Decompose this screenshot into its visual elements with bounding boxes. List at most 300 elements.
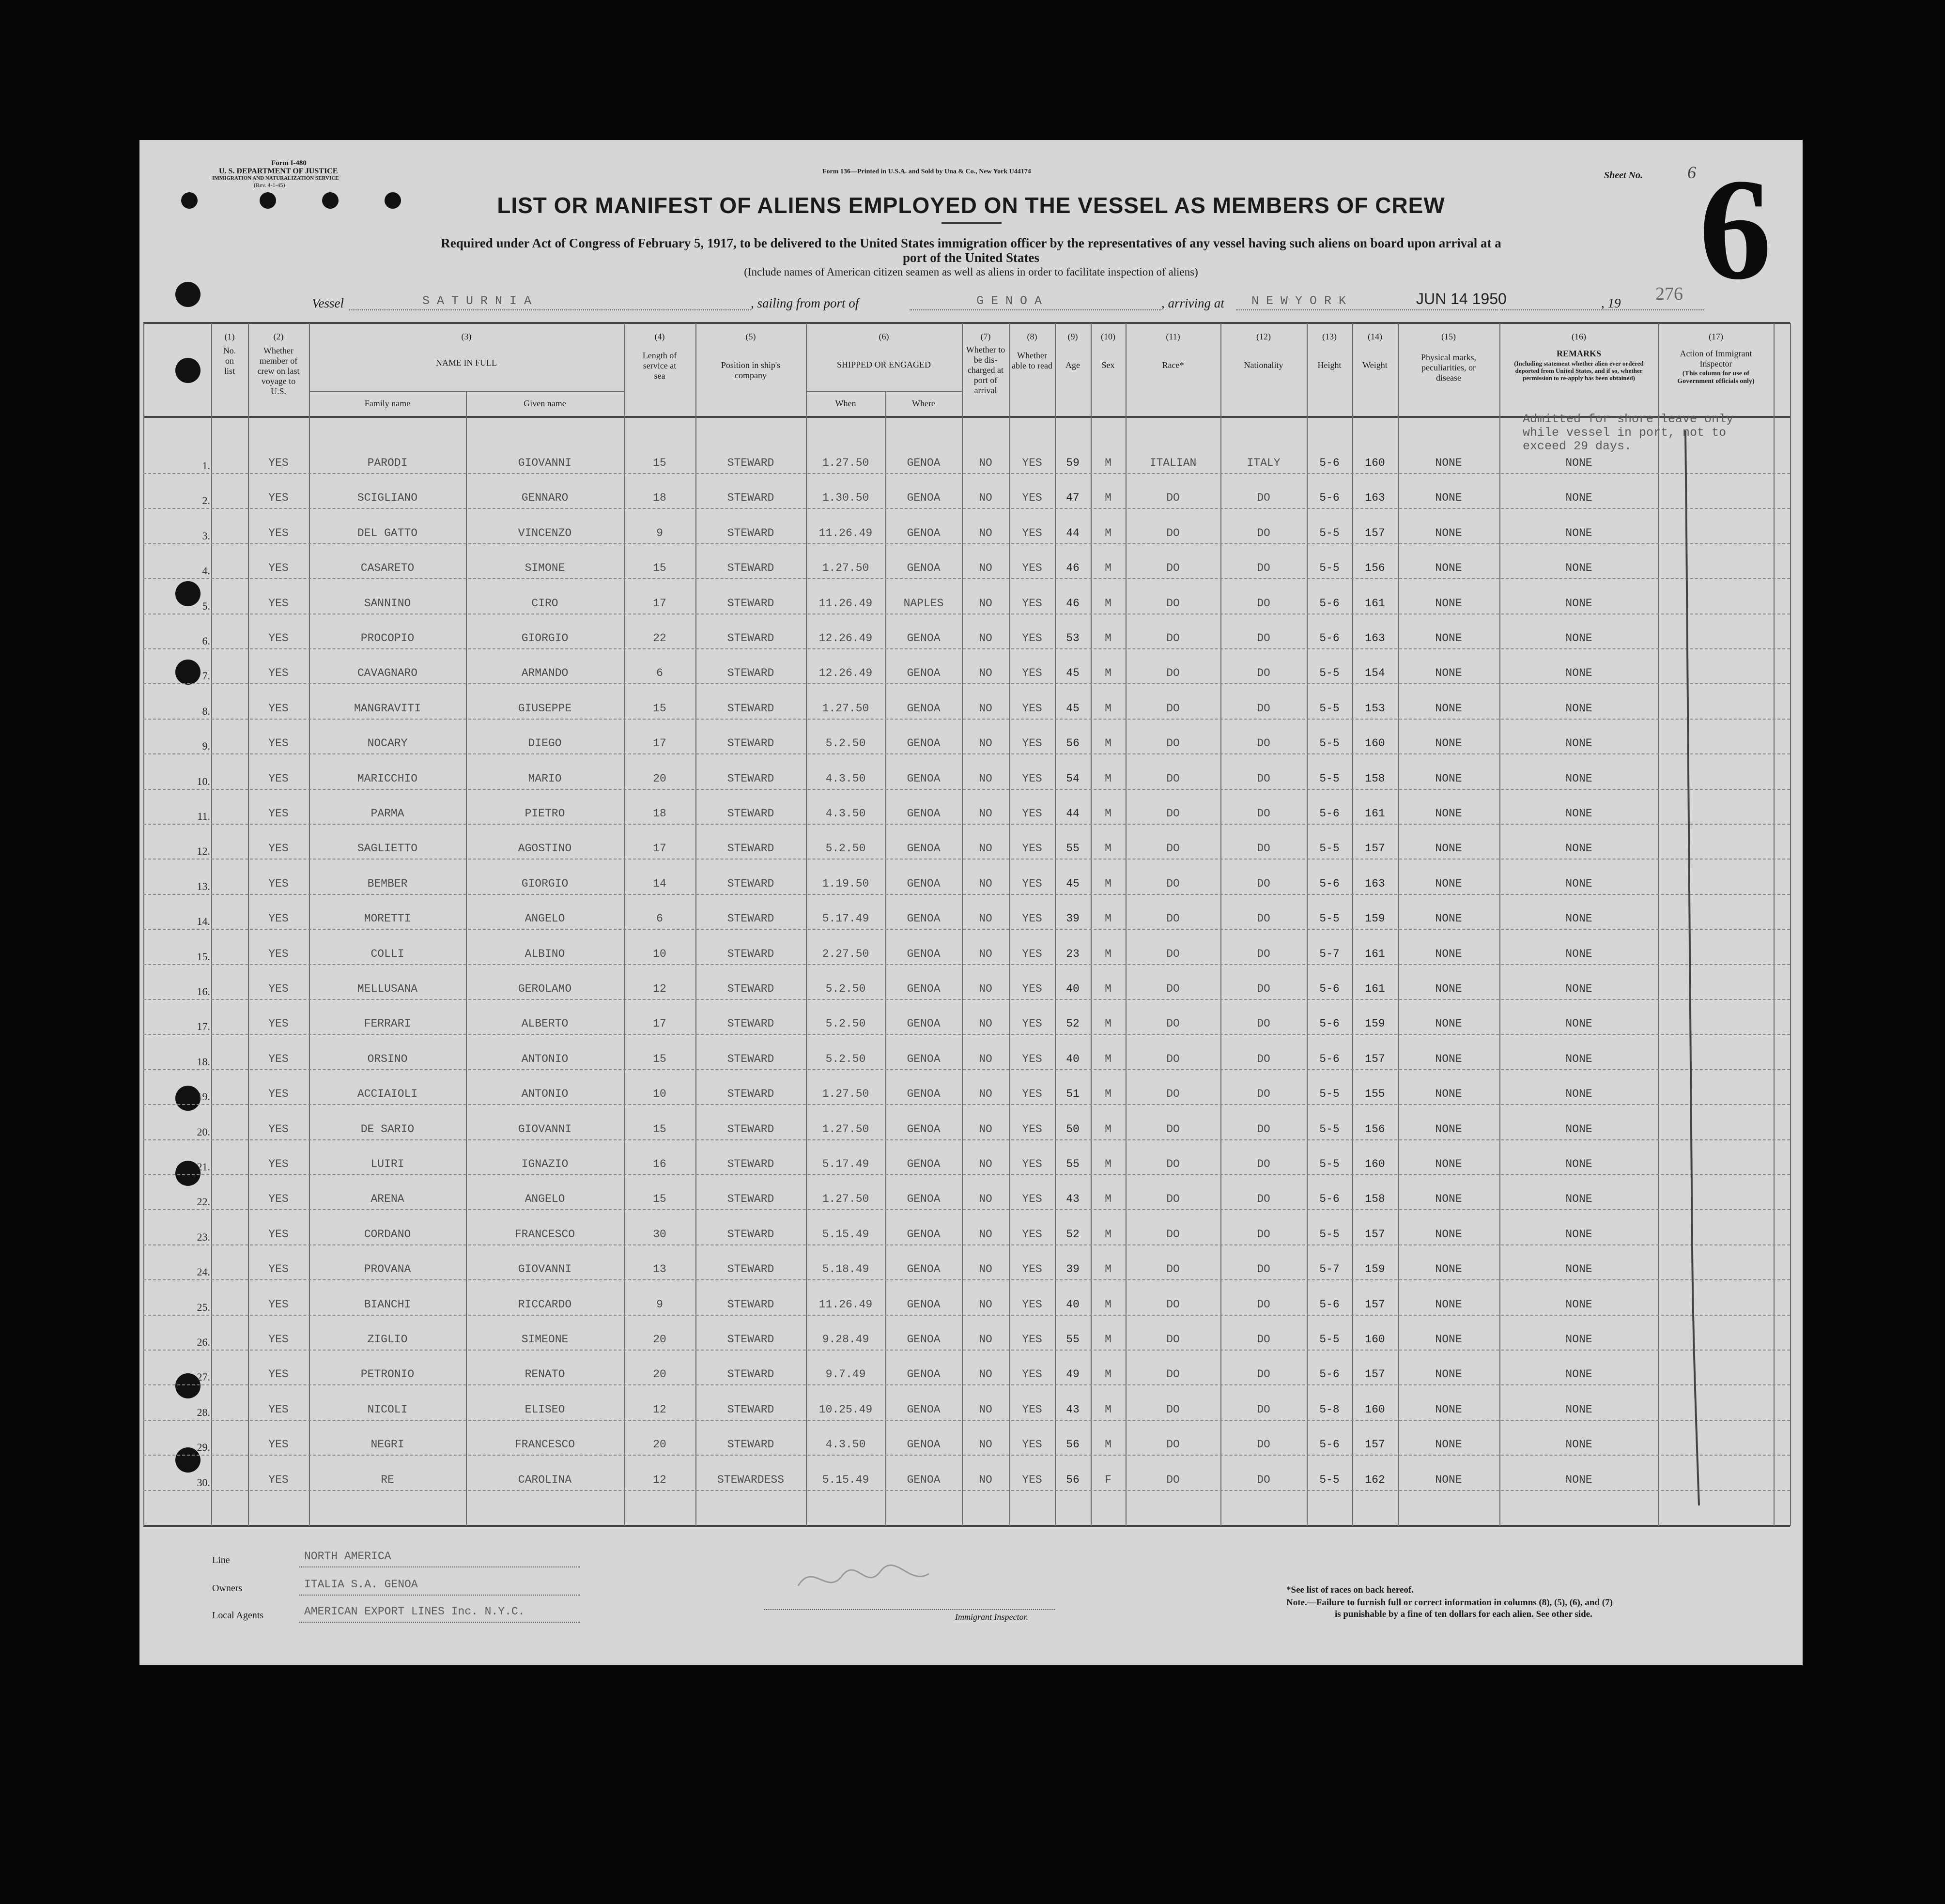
cell-age: 45 <box>1066 877 1080 890</box>
cell-given: GEROLAMO <box>518 983 572 995</box>
cell-marks: NONE <box>1435 1053 1462 1065</box>
cell-service: 15 <box>653 1123 666 1136</box>
column-divider <box>1774 323 1775 1526</box>
cell-remarks: NONE <box>1565 1017 1592 1030</box>
cell-where: GENOA <box>907 1438 941 1451</box>
row-number: 9. <box>202 740 210 752</box>
cell-when: 4.3.50 <box>825 807 866 820</box>
cell-family: DEL GATTO <box>357 527 418 539</box>
line-value: NORTH AMERICA <box>304 1550 391 1563</box>
cell-prev: YES <box>268 632 289 645</box>
row-rule <box>143 1174 1790 1176</box>
cell-disch: NO <box>979 667 992 679</box>
col16-label: REMARKS <box>1556 349 1601 358</box>
cell-nat: DO <box>1257 842 1270 855</box>
cell-age: 56 <box>1066 1438 1080 1451</box>
cell-position: STEWARD <box>727 527 774 539</box>
cell-sex: M <box>1105 1193 1111 1205</box>
col11-number: (11) <box>1166 332 1180 341</box>
row-number: 22. <box>197 1196 210 1208</box>
cell-marks: NONE <box>1435 632 1462 645</box>
cell-given: GIOVANNI <box>518 457 572 469</box>
cell-marks: NONE <box>1435 807 1462 820</box>
row-number: 11. <box>197 810 210 822</box>
col15-number: (15) <box>1441 332 1456 341</box>
cell-family: BIANCHI <box>364 1298 411 1311</box>
cell-position: STEWARD <box>727 1263 774 1275</box>
row-rule <box>143 1490 1790 1491</box>
cell-marks: NONE <box>1435 983 1462 995</box>
cell-marks: NONE <box>1435 1368 1462 1381</box>
cell-family: SAGLIETTO <box>357 842 418 855</box>
cell-service: 17 <box>653 597 666 610</box>
cell-sex: M <box>1105 597 1111 610</box>
cell-weight: 154 <box>1365 667 1385 679</box>
cell-marks: NONE <box>1435 912 1462 925</box>
cell-sex: M <box>1105 1228 1111 1241</box>
cell-height: 5-5 <box>1319 912 1340 925</box>
cell-family: DE SARIO <box>360 1123 415 1136</box>
cell-marks: NONE <box>1435 457 1462 469</box>
cell-marks: NONE <box>1435 737 1462 750</box>
cell-given: ANGELO <box>525 1193 565 1205</box>
cell-family: CASARETO <box>360 562 415 574</box>
cell-prev: YES <box>268 1403 289 1416</box>
cell-race: DO <box>1166 702 1180 715</box>
cell-position: STEWARD <box>727 737 774 750</box>
cell-weight: 157 <box>1365 1298 1385 1311</box>
cell-height: 5-6 <box>1319 491 1340 504</box>
inspector-signature <box>784 1552 958 1605</box>
cell-weight: 157 <box>1365 1438 1385 1451</box>
col4-number: (4) <box>654 332 665 341</box>
col13-header <box>1307 332 1352 370</box>
line-rule <box>299 1566 580 1567</box>
cell-family: LUIRI <box>370 1158 404 1170</box>
cell-where: GENOA <box>907 667 941 679</box>
cell-service: 18 <box>653 491 666 504</box>
cell-height: 5-5 <box>1319 562 1340 574</box>
cell-where: GENOA <box>907 1228 941 1241</box>
cell-where: GENOA <box>907 1474 941 1486</box>
col5-label: Position in ship's company <box>721 360 781 380</box>
cell-disch: NO <box>979 842 992 855</box>
cell-family: ACCIAIOLI <box>357 1088 418 1100</box>
cell-age: 39 <box>1066 1263 1080 1275</box>
cell-where: GENOA <box>907 1123 941 1136</box>
cell-given: ALBERTO <box>521 1017 569 1030</box>
cell-position: STEWARD <box>727 457 774 469</box>
cell-read: YES <box>1022 562 1042 574</box>
shipped-where-header: Where <box>912 399 935 408</box>
cell-given: GIORGIO <box>521 877 569 890</box>
cell-read: YES <box>1022 632 1042 645</box>
col11-header <box>1126 332 1220 370</box>
cell-weight: 156 <box>1365 562 1385 574</box>
cell-sex: M <box>1105 1263 1111 1275</box>
col13-number: (13) <box>1322 332 1337 341</box>
cell-weight: 163 <box>1365 877 1385 890</box>
cell-where: GENOA <box>907 1298 941 1311</box>
cell-family: BEMBER <box>367 877 408 890</box>
cell-where: GENOA <box>907 983 941 995</box>
cell-height: 5-6 <box>1319 1193 1340 1205</box>
cell-race: DO <box>1166 948 1180 960</box>
cell-disch: NO <box>979 562 992 574</box>
row-number: 18. <box>197 1056 210 1068</box>
cell-position: STEWARD <box>727 807 774 820</box>
row-rule <box>143 999 1790 1000</box>
col15-label: Physical marks, peculiarities, or disease <box>1421 353 1476 383</box>
cell-height: 5-5 <box>1319 1228 1340 1241</box>
port-to: N E W Y O R K <box>1251 294 1346 308</box>
cell-prev: YES <box>268 772 289 785</box>
row-rule <box>143 929 1790 930</box>
form-number: Form I-480 <box>271 159 307 167</box>
row-number: 8. <box>202 705 210 717</box>
cell-prev: YES <box>268 1333 289 1346</box>
row-rule <box>143 508 1790 509</box>
cell-disch: NO <box>979 807 992 820</box>
cell-sex: M <box>1105 527 1111 539</box>
cell-where: GENOA <box>907 1158 941 1170</box>
cell-prev: YES <box>268 983 289 995</box>
cell-marks: NONE <box>1435 667 1462 679</box>
cell-when: 5.17.49 <box>822 912 869 925</box>
cell-nat: DO <box>1257 1088 1270 1100</box>
col6-label: SHIPPED OR ENGAGED <box>836 360 931 369</box>
cell-disch: NO <box>979 1368 992 1381</box>
cell-where: GENOA <box>907 842 941 855</box>
col2-label: Whether member of crew on last voyage to U.S. <box>257 346 300 396</box>
cell-age: 46 <box>1066 597 1080 610</box>
cell-marks: NONE <box>1435 1193 1462 1205</box>
cell-prev: YES <box>268 807 289 820</box>
cell-nat: DO <box>1257 1123 1270 1136</box>
cell-where: GENOA <box>907 562 941 574</box>
cell-age: 51 <box>1066 1088 1080 1100</box>
cell-given: SIMEONE <box>521 1333 569 1346</box>
manifest-sheet <box>139 140 1803 1665</box>
cell-where: GENOA <box>907 807 941 820</box>
cell-nat: DO <box>1257 527 1270 539</box>
cell-weight: 159 <box>1365 1017 1385 1030</box>
cell-family: PROCOPIO <box>360 632 415 645</box>
cell-read: YES <box>1022 1158 1042 1170</box>
cell-sex: M <box>1105 983 1111 995</box>
cell-prev: YES <box>268 562 289 574</box>
cell-sex: M <box>1105 1123 1111 1136</box>
cell-age: 40 <box>1066 1298 1080 1311</box>
cell-read: YES <box>1022 1088 1042 1100</box>
row-rule <box>143 473 1790 475</box>
cell-nat: DO <box>1257 807 1270 820</box>
cell-when: 1.27.50 <box>822 457 869 469</box>
cell-height: 5-6 <box>1319 1368 1340 1381</box>
cell-when: 1.27.50 <box>822 702 869 715</box>
cell-age: 43 <box>1066 1403 1080 1416</box>
cell-position: STEWARD <box>727 562 774 574</box>
cell-position: STEWARD <box>727 1053 774 1065</box>
cell-age: 50 <box>1066 1123 1080 1136</box>
cell-when: 1.27.50 <box>822 1193 869 1205</box>
cell-nat: DO <box>1257 1298 1270 1311</box>
cell-when: 9.7.49 <box>825 1368 866 1381</box>
cell-marks: NONE <box>1435 948 1462 960</box>
cell-prev: YES <box>268 1438 289 1451</box>
col9-label: Age <box>1065 360 1080 370</box>
cell-remarks: NONE <box>1565 457 1592 469</box>
row-rule <box>143 1315 1790 1316</box>
cell-given: AGOSTINO <box>518 842 572 855</box>
col7-header <box>962 332 1009 396</box>
cell-height: 5-6 <box>1319 807 1340 820</box>
cell-age: 56 <box>1066 737 1080 750</box>
cell-given: FRANCESCO <box>514 1228 575 1241</box>
cell-read: YES <box>1022 1368 1042 1381</box>
row-number: 26. <box>197 1336 210 1348</box>
cell-when: 1.19.50 <box>822 877 869 890</box>
cell-height: 5-5 <box>1319 737 1340 750</box>
cell-where: GENOA <box>907 527 941 539</box>
cell-remarks: NONE <box>1565 1228 1592 1241</box>
cell-read: YES <box>1022 1263 1042 1275</box>
cell-weight: 158 <box>1365 772 1385 785</box>
inspector-label: Immigrant Inspector. <box>955 1612 1028 1622</box>
cell-where: GENOA <box>907 1053 941 1065</box>
row-number: 28. <box>197 1406 210 1418</box>
cell-age: 53 <box>1066 632 1080 645</box>
cell-nat: DO <box>1257 1158 1270 1170</box>
cell-disch: NO <box>979 983 992 995</box>
cell-marks: NONE <box>1435 1263 1462 1275</box>
cell-weight: 162 <box>1365 1474 1385 1486</box>
row-number: 27. <box>197 1371 210 1383</box>
cell-remarks: NONE <box>1565 1123 1592 1136</box>
cell-given: GIORGIO <box>521 632 569 645</box>
cell-height: 5-5 <box>1319 1088 1340 1100</box>
cell-service: 6 <box>656 912 663 925</box>
cell-where: GENOA <box>907 457 941 469</box>
cell-weight: 163 <box>1365 632 1385 645</box>
cell-when: 5.17.49 <box>822 1158 869 1170</box>
cell-given: DIEGO <box>528 737 562 750</box>
row-rule <box>143 578 1790 580</box>
cell-sex: M <box>1105 632 1111 645</box>
cell-sex: M <box>1105 842 1111 855</box>
cell-position: STEWARD <box>727 1193 774 1205</box>
cell-age: 49 <box>1066 1368 1080 1381</box>
form-revision: (Rev. 4-1-45) <box>254 182 285 188</box>
col17-label: Action of Immigrant Inspector <box>1680 349 1752 369</box>
cell-race: DO <box>1166 1263 1180 1275</box>
cell-position: STEWARDESS <box>717 1474 785 1486</box>
cell-remarks: NONE <box>1565 1438 1592 1451</box>
cell-height: 5-5 <box>1319 527 1340 539</box>
cell-remarks: NONE <box>1565 1088 1592 1100</box>
cell-when: 12.26.49 <box>818 667 873 679</box>
cell-race: DO <box>1166 491 1180 504</box>
cell-nat: DO <box>1257 1403 1270 1416</box>
row-number: 12. <box>197 845 210 857</box>
cell-prev: YES <box>268 1298 289 1311</box>
cell-sex: M <box>1105 1158 1111 1170</box>
row-rule <box>143 894 1790 895</box>
cell-sex: M <box>1105 877 1111 890</box>
cell-position: STEWARD <box>727 948 774 960</box>
col3-label: NAME IN FULL <box>436 358 497 368</box>
cell-when: 2.27.50 <box>822 948 869 960</box>
cell-where: GENOA <box>907 1193 941 1205</box>
cell-weight: 159 <box>1365 1263 1385 1275</box>
col16-sub: (Including statement whether alien ever ordered deported from United States, and if so, whether permission to re-apply has been obtained) <box>1514 360 1644 382</box>
arriving-label: , arriving at <box>1161 296 1224 310</box>
cell-race: DO <box>1166 1123 1180 1136</box>
cell-position: STEWARD <box>727 772 774 785</box>
cell-where: GENOA <box>907 1017 941 1030</box>
cell-race: ITALIAN <box>1149 457 1197 469</box>
cell-remarks: NONE <box>1565 1158 1592 1170</box>
row-rule <box>143 1069 1790 1071</box>
cell-remarks: NONE <box>1565 562 1592 574</box>
cell-family: NOCARY <box>367 737 408 750</box>
shipped-when-header: When <box>835 399 856 408</box>
cell-remarks: NONE <box>1565 807 1592 820</box>
cell-family: CORDANO <box>364 1228 411 1241</box>
cell-age: 46 <box>1066 562 1080 574</box>
cell-read: YES <box>1022 983 1042 995</box>
table-bottom-border <box>143 1525 1790 1527</box>
cell-service: 16 <box>653 1158 666 1170</box>
cell-read: YES <box>1022 457 1042 469</box>
cell-read: YES <box>1022 1193 1042 1205</box>
cell-prev: YES <box>268 702 289 715</box>
col10-header <box>1091 332 1126 370</box>
inspector-mark <box>1680 426 1709 1510</box>
cell-disch: NO <box>979 772 992 785</box>
cell-nat: DO <box>1257 1438 1270 1451</box>
cell-when: 1.27.50 <box>822 1088 869 1100</box>
cell-race: DO <box>1166 1438 1180 1451</box>
cell-when: 4.3.50 <box>825 1438 866 1451</box>
cell-when: 1.27.50 <box>822 1123 869 1136</box>
cell-prev: YES <box>268 527 289 539</box>
cell-height: 5-5 <box>1319 1333 1340 1346</box>
cell-remarks: NONE <box>1565 1368 1592 1381</box>
cell-nat: DO <box>1257 877 1270 890</box>
cell-given: CIRO <box>531 597 558 610</box>
cell-where: NAPLES <box>903 597 944 610</box>
cell-nat: DO <box>1257 702 1270 715</box>
cell-height: 5-7 <box>1319 1263 1340 1275</box>
cell-service: 17 <box>653 737 666 750</box>
cell-family: ZIGLIO <box>367 1333 408 1346</box>
cell-marks: NONE <box>1435 1017 1462 1030</box>
cell-read: YES <box>1022 1333 1042 1346</box>
cell-marks: NONE <box>1435 877 1462 890</box>
cell-age: 44 <box>1066 527 1080 539</box>
cell-weight: 157 <box>1365 527 1385 539</box>
cell-service: 20 <box>653 772 666 785</box>
cell-disch: NO <box>979 527 992 539</box>
cell-position: STEWARD <box>727 1438 774 1451</box>
cell-service: 15 <box>653 1053 666 1065</box>
cell-age: 52 <box>1066 1017 1080 1030</box>
cell-service: 9 <box>656 527 663 539</box>
cell-when: 5.18.49 <box>822 1263 869 1275</box>
column-divider <box>1658 323 1659 1526</box>
cell-when: 5.15.49 <box>822 1228 869 1241</box>
cell-prev: YES <box>268 1158 289 1170</box>
row-number: 2. <box>202 494 210 507</box>
cell-family: NEGRI <box>370 1438 404 1451</box>
cell-race: DO <box>1166 1088 1180 1100</box>
cell-where: GENOA <box>907 1263 941 1275</box>
cell-position: STEWARD <box>727 1017 774 1030</box>
cell-sex: M <box>1105 1333 1111 1346</box>
cell-marks: NONE <box>1435 702 1462 715</box>
cell-given: VINCENZO <box>518 527 572 539</box>
col3-number: (3) <box>461 332 472 341</box>
cell-marks: NONE <box>1435 562 1462 574</box>
title-rule <box>942 222 1002 224</box>
cell-prev: YES <box>268 912 289 925</box>
cell-when: 5.2.50 <box>825 1053 866 1065</box>
cell-sex: M <box>1105 1053 1111 1065</box>
cell-marks: NONE <box>1435 1123 1462 1136</box>
cell-sex: M <box>1105 1438 1111 1451</box>
cell-sex: M <box>1105 772 1111 785</box>
cell-height: 5-5 <box>1319 702 1340 715</box>
cell-race: DO <box>1166 1368 1180 1381</box>
cell-age: 54 <box>1066 772 1080 785</box>
col5-number: (5) <box>745 332 756 341</box>
cell-nat: DO <box>1257 1017 1270 1030</box>
cell-disch: NO <box>979 912 992 925</box>
cell-nat: DO <box>1257 1053 1270 1065</box>
cell-sex: M <box>1105 1088 1111 1100</box>
col17-sub: (This column for use of Government officials only) <box>1677 370 1755 385</box>
cell-position: STEWARD <box>727 983 774 995</box>
cell-given: ANTONIO <box>521 1053 569 1065</box>
col4-header <box>624 332 695 381</box>
col1-number: (1) <box>224 332 235 341</box>
cell-when: 11.26.49 <box>818 597 873 610</box>
cell-service: 20 <box>653 1438 666 1451</box>
cell-where: GENOA <box>907 1403 941 1416</box>
cell-when: 10.25.49 <box>818 1403 873 1416</box>
cell-family: MANGRAVITI <box>354 702 421 715</box>
cell-remarks: NONE <box>1565 1333 1592 1346</box>
cell-marks: NONE <box>1435 597 1462 610</box>
family-name-header: Family name <box>364 399 411 408</box>
row-number: 6. <box>202 635 210 647</box>
cell-read: YES <box>1022 1053 1042 1065</box>
cell-sex: M <box>1105 912 1111 925</box>
cell-nat: DO <box>1257 632 1270 645</box>
col8-label: Whether able to read <box>1012 351 1052 370</box>
row-rule <box>143 1279 1790 1281</box>
sheet-number: 6 <box>1687 163 1696 182</box>
row-number: 10. <box>197 775 210 787</box>
cell-race: DO <box>1166 1017 1180 1030</box>
cell-disch: NO <box>979 1193 992 1205</box>
cell-read: YES <box>1022 737 1042 750</box>
row-number: 5. <box>202 600 210 612</box>
row-number: 13. <box>197 880 210 892</box>
cell-race: DO <box>1166 842 1180 855</box>
cell-race: DO <box>1166 527 1180 539</box>
